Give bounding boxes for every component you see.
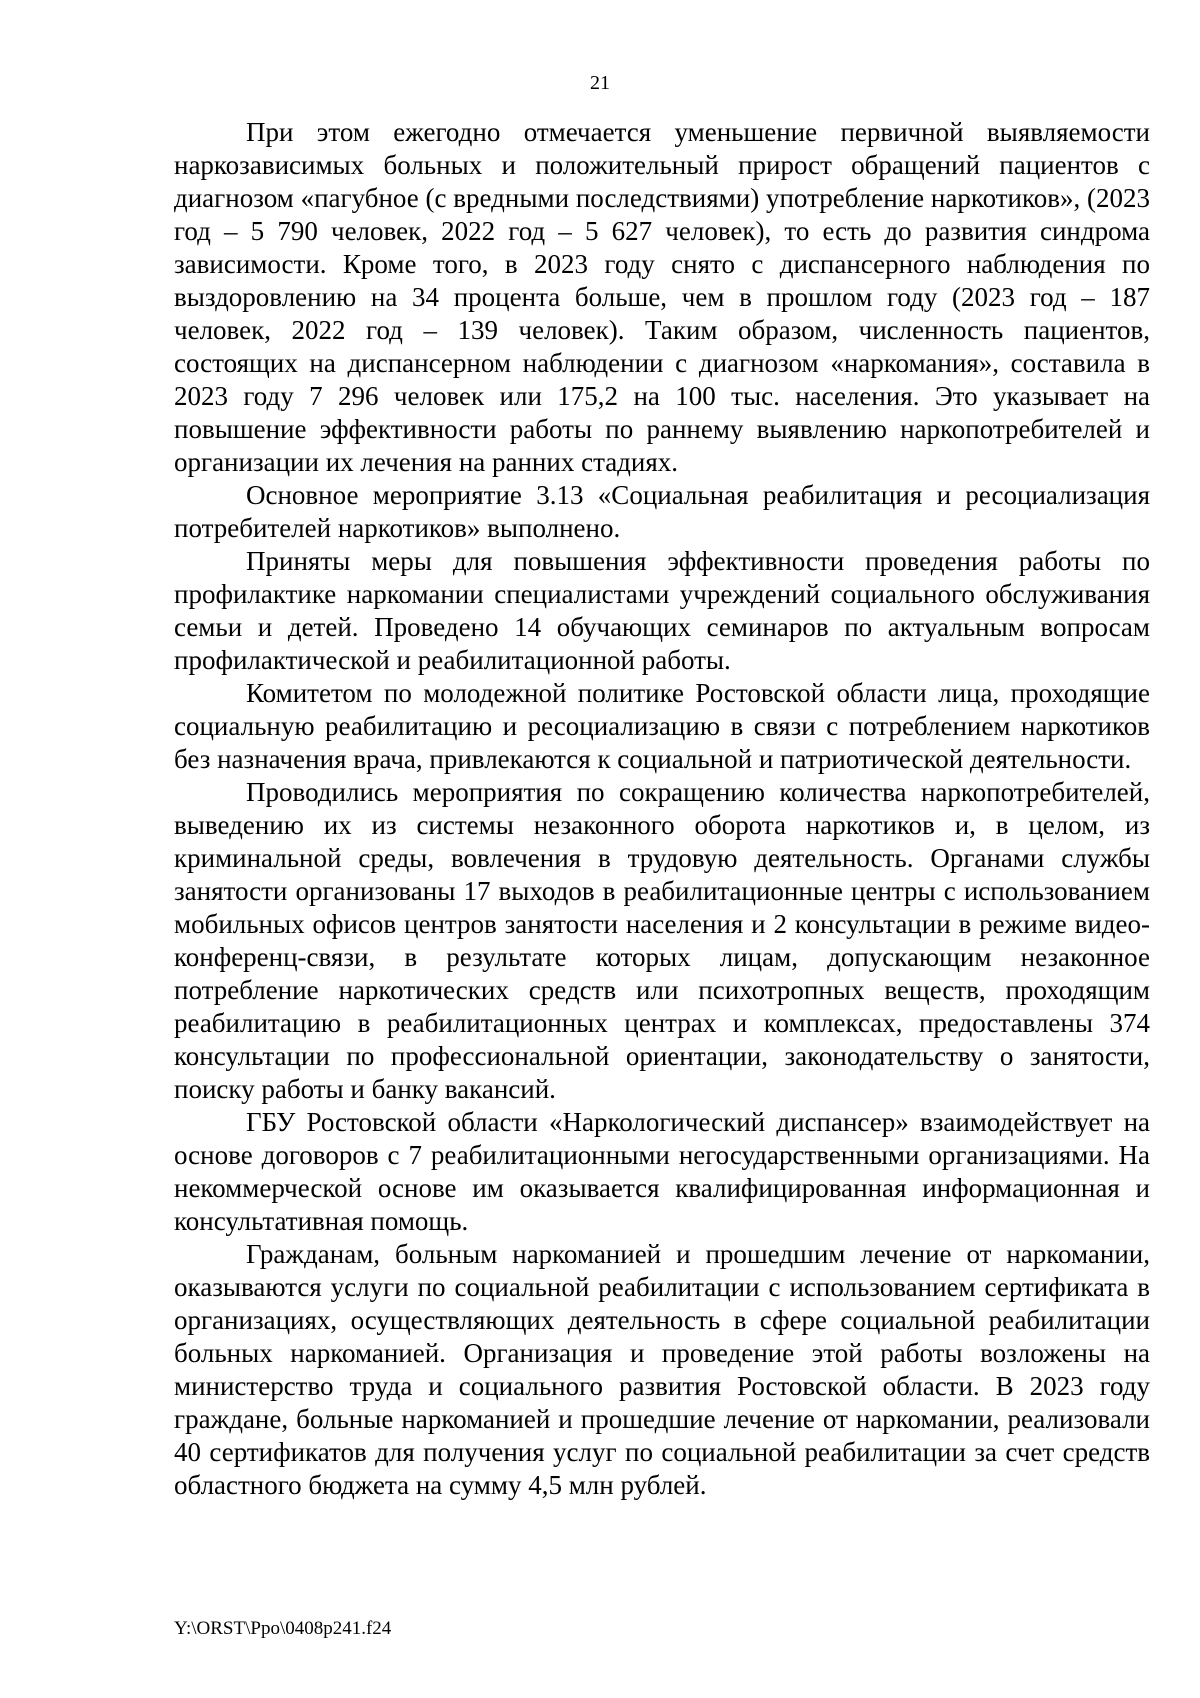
paragraph-1: При этом ежегодно отмечается уменьшение первичной выявляемости наркозависимых больных и положительный прирост обращений пациентов с диагнозом «пагубное (с вредными последствиями) употребление наркотиков», (2023 год – 5 790 человек, 2022 год – 5 627 человек), то есть до развития синдрома зависимости. Кроме того, в 2023 году снято с диспансерного наблюдения по выздоровлению на 34 процента больше, чем в прошлом году (2023 год – 187 человек, 2022 год – 139 человек). Таким образом, численность пациентов, состоящих на диспансерном наблюдении с диагнозом «наркомания», составила в 2023 году 7 296 человек или 175,2 на 100 тыс. населения. Это указывает на повышение эффективности работы по раннему выявлению наркопотребителей и организации их лечения на ранних стадиях. [174, 117, 1150, 477]
paragraph-4: Комитетом по молодежной политике Ростовской области лица, проходящие социальную реабилитацию и ресоциализацию в связи с потреблением наркотиков без назначения врача, привлекаются к социальной и патриотической деятельности. [174, 678, 1150, 774]
paragraph-6: ГБУ Ростовской области «Наркологический диспансер» взаимодействует на основе договоров с 7 реабилитационными негосударственными организациями. На некоммерческой основе им оказывается квалифицированная информационная и консультативная помощь. [174, 1107, 1150, 1236]
footer-file-path: Y:\ORST\Ppo\0408p241.f24 [174, 1618, 392, 1639]
paragraph-3: Приняты меры для повышения эффективности проведения работы по профилактике наркомании специалистами учреждений социального обслуживания семьи и детей. Проведено 14 обучающих семинаров по актуальным вопросам профилактической и реабилитационной работы. [174, 546, 1150, 675]
paragraph-7: Гражданам, больным наркоманией и прошедшим лечение от наркомании, оказываются услуги по социальной реабилитации с использованием сертификата в организациях, осуществляющих деятельность в сфере социальной реабилитации больных наркоманией. Организация и проведение этой работы возложены на министерство труда и социального развития Ростовской области. В 2023 году граждане, больные наркоманией и прошедшие лечение от наркомании, реализовали 40 сертификатов для получения услуг по социальной реабилитации за счет средств областного бюджета на сумму 4,5 млн рублей. [174, 1239, 1150, 1500]
page-number: 21 [590, 72, 610, 94]
paragraph-2: Основное мероприятие 3.13 «Социальная реабилитация и ресоциализация потребителей наркотиков» выполнено. [174, 480, 1150, 543]
paragraph-5: Проводились мероприятия по сокращению количества наркопотребителей, выведению их из системы незаконного оборота наркотиков и, в целом, из криминальной среды, вовлечения в трудовую деятельность. Органами службы занятости организованы 17 выходов в реабилитационные центры с использованием мобильных офисов центров занятости населения и 2 консультации в режиме видео-конференц-связи, в результате которых лицам, допускающим незаконное потребление наркотических средств или психотропных веществ, проходящим реабилитацию в реабилитационных центрах и комплексах, предоставлены 374 консультации по профессиональной ориентации, законодательству о занятости, поиску работы и банку вакансий. [174, 777, 1150, 1104]
document-body [174, 116, 1150, 1502]
